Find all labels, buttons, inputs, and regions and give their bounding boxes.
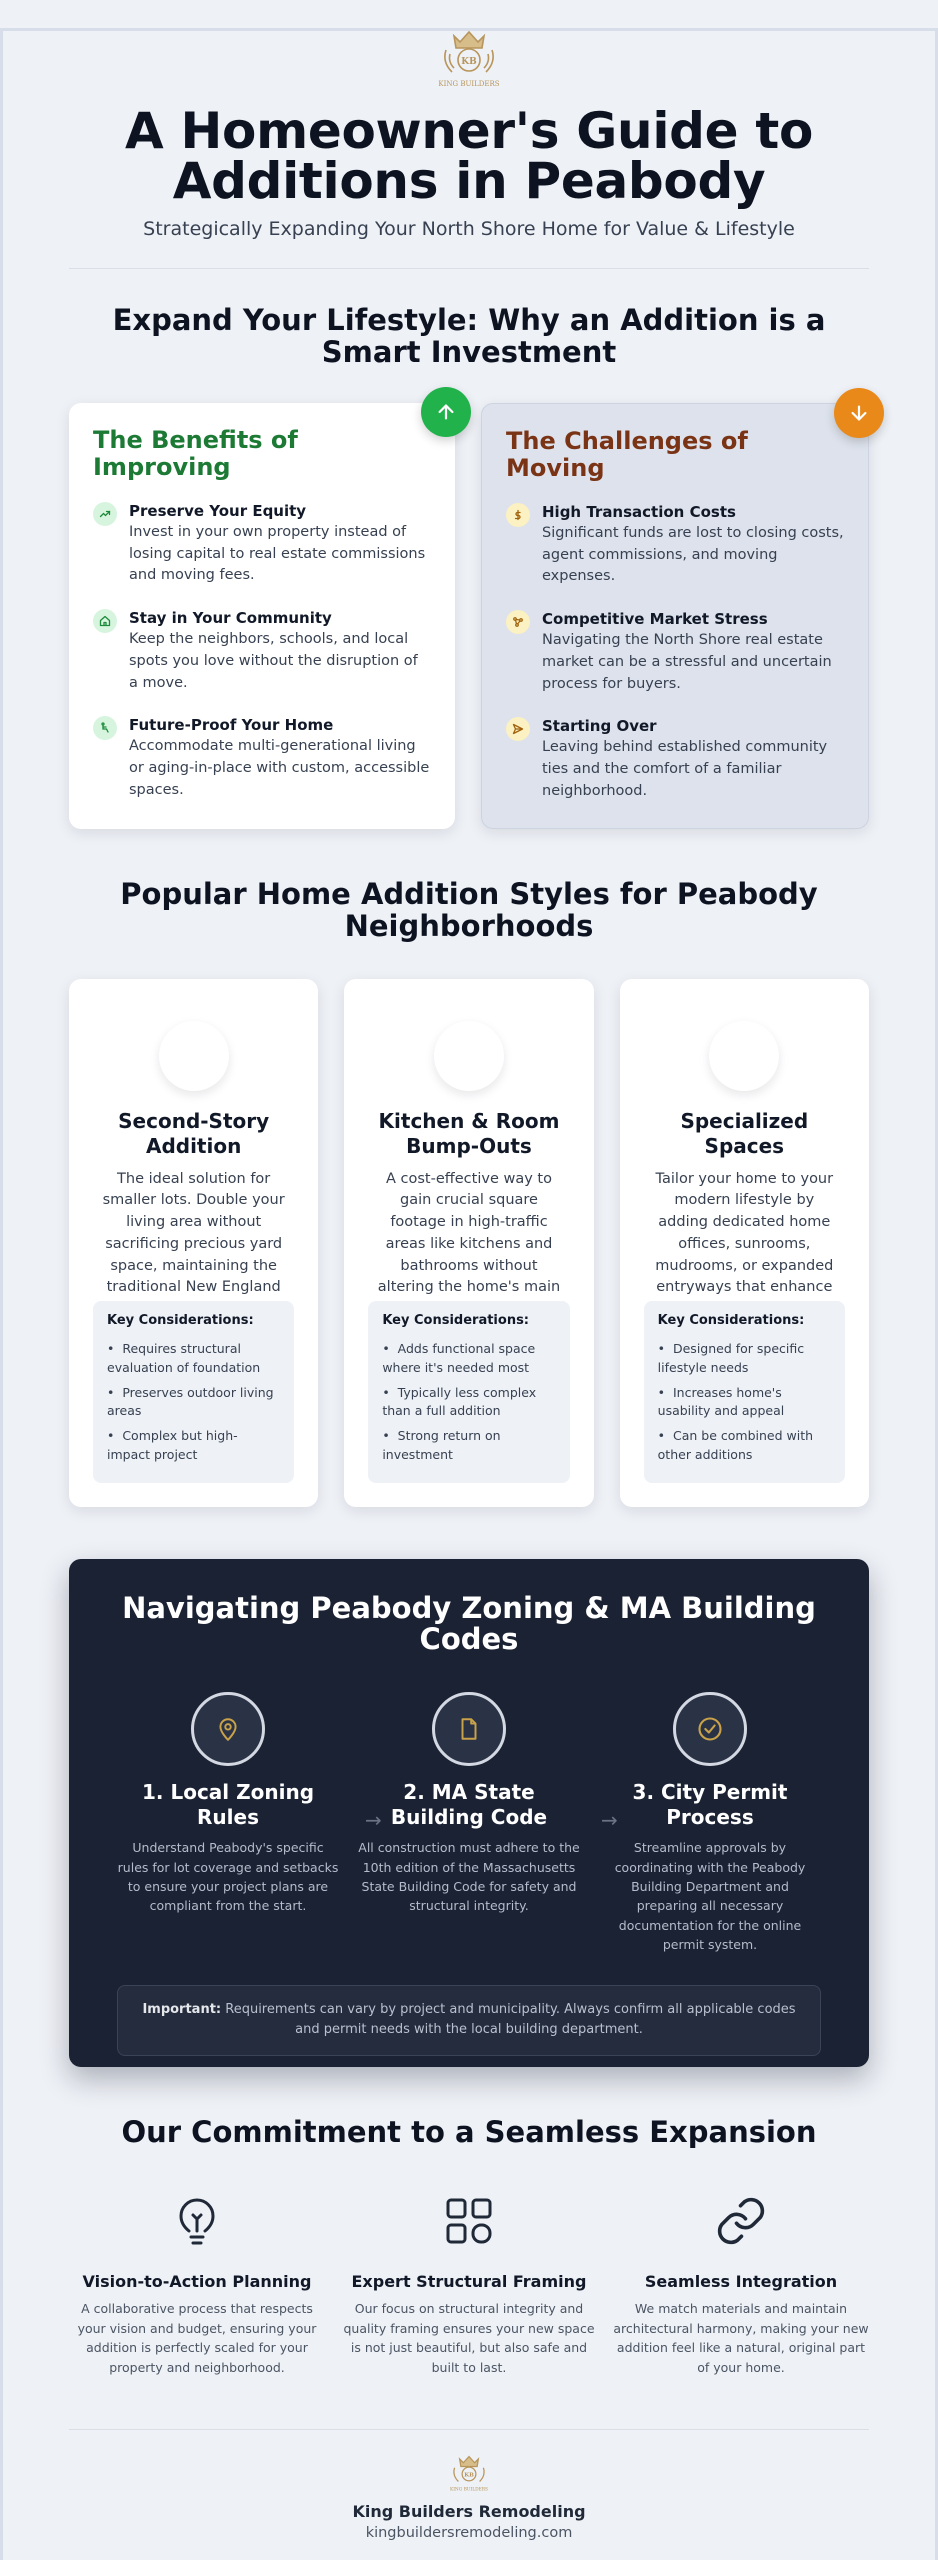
challenge-item: [506, 610, 844, 695]
consideration-item: • Requires structural evaluation of foundation: [107, 1341, 261, 1375]
company-name: King Builders Remodeling: [352, 2501, 586, 2521]
consideration-item: • Strong return on investment: [382, 1428, 501, 1462]
benefits-card: [69, 403, 455, 829]
key-considerations-box: [93, 1301, 294, 1483]
benefit-text: Accommodate multi-generational living or aging-in-place with custom, accessible spaces.: [129, 738, 430, 798]
footer-logo: [445, 2454, 493, 2494]
key-considerations-box: [644, 1301, 845, 1483]
challenge-title: Competitive Market Stress: [542, 610, 768, 629]
map-pin-icon: [191, 1692, 265, 1766]
benefit-item: [93, 502, 431, 587]
challenge-item: [506, 503, 844, 588]
challenge-title: High Transaction Costs: [542, 502, 736, 521]
process-step: [358, 1692, 580, 1954]
commitment-text: Our focus on structural integrity and quality framing ensures your new space is not just beautiful, but also safe and built to last.: [343, 2301, 595, 2375]
consideration-item: • Designed for specific lifestyle needs: [657, 1341, 805, 1375]
consideration-item: • Increases home's usability and appeal: [657, 1384, 785, 1419]
commitment-title: Seamless Integration: [644, 2272, 838, 2292]
note-label: Important:: [142, 2001, 222, 2017]
king-builders-logo: [432, 28, 506, 92]
styles-section-title: Popular Home Addition Styles for Peabody Neighborhoods: [120, 876, 818, 943]
benefit-text: Keep the neighbors, schools, and local spots you love without the disruption of a move.: [129, 631, 418, 691]
style-description: A cost-effective way to gain crucial square footage in high-traffic areas like kitchens and bathrooms without altering the home's main: [377, 1170, 561, 1296]
challenge-text: Navigating the North Shore real estate market can be a stressful and uncertain process for buyers.: [542, 632, 832, 692]
svg-text:KING BUILDERS: KING BUILDERS: [449, 2487, 489, 2493]
step-title: 2. MA State Building Code: [390, 1780, 548, 1830]
lightbulb-icon: [69, 2190, 325, 2252]
key-considerations-title: Key Considerations:: [382, 1313, 530, 1329]
note-text: Requirements can vary by project and municipality. Always confirm all applicable codes and permit needs with the local building department.: [221, 2001, 796, 2038]
challenge-item: [506, 717, 844, 802]
benefit-title: Preserve Your Equity: [129, 501, 307, 520]
process-steps: [117, 1692, 821, 1954]
page-content: [69, 28, 869, 2541]
consideration-item: • Preserves outdoor living areas: [107, 1384, 274, 1419]
arrow-right-icon: →: [601, 1808, 618, 1833]
svg-text:KB: KB: [461, 57, 477, 67]
benefits-heading: The Benefits of Improving: [93, 425, 298, 482]
challenge-text: Significant funds are lost to closing costs, agent commissions, and moving expenses.: [542, 524, 844, 585]
page-subtitle: Strategically Expanding Your North Shore Home for Value & Lifestyle: [143, 218, 795, 240]
style-name: Second-Story Addition: [118, 1108, 270, 1158]
svg-text:KB: KB: [464, 2472, 474, 2479]
link-icon: [613, 2190, 869, 2252]
challenge-text: Leaving behind established community ties and the comfort of a familiar neighborhood.: [542, 739, 828, 799]
style-card: [620, 979, 869, 1507]
arrow-down-icon: [834, 388, 884, 438]
document-icon: [432, 1692, 506, 1766]
benefit-text: Invest in your own property instead of losing capital to real estate commissions and moving fees.: [129, 523, 426, 584]
commitment-item: [341, 2190, 597, 2377]
grid-icon: [341, 2190, 597, 2252]
title-line-2: Additions in Peabody: [172, 152, 766, 210]
network-icon: [506, 610, 530, 634]
why-section-title: Expand Your Lifestyle: Why an Addition is a Smart Investment: [112, 303, 826, 369]
home-icon: [93, 609, 117, 633]
svg-text:KING BUILDERS: KING BUILDERS: [438, 80, 500, 88]
key-considerations-title: Key Considerations:: [107, 1313, 254, 1329]
comparison-cards: [69, 403, 869, 829]
style-card: [344, 979, 593, 1507]
send-icon: [506, 717, 530, 741]
check-circle-icon: [673, 1692, 747, 1766]
challenge-title: Starting Over: [542, 717, 657, 736]
commitment-list: [69, 2190, 869, 2377]
style-description: Tailor your home to your modern lifestyle by adding dedicated home offices, sunrooms, mudrooms, or expanded entryways that enhance: [655, 1170, 834, 1296]
zoning-section-title: Navigating Peabody Zoning & MA Building Codes: [122, 1590, 816, 1657]
style-name: Specialized Spaces: [680, 1108, 809, 1158]
commitment-item: [613, 2190, 869, 2377]
footer-divider: [69, 2429, 869, 2430]
step-text: Streamline approvals by coordinating with the Peabody Building Department and preparing all necessary documentation for the online permit system.: [614, 1840, 806, 1953]
challenges-card: [481, 403, 869, 829]
title-line-1: A Homeowner's Guide to: [124, 102, 814, 160]
zoning-section: [69, 1559, 869, 2067]
benefit-item: [93, 716, 431, 801]
step-text: Understand Peabody's specific rules for lot coverage and setbacks to ensure your project plans are compliant from the start.: [117, 1840, 339, 1914]
divider: [69, 268, 869, 269]
process-step: [599, 1692, 821, 1954]
arrow-up-icon: [421, 387, 471, 437]
style-name: Kitchen & Room Bump-Outs: [378, 1108, 560, 1158]
consideration-item: • Can be combined with other additions: [657, 1428, 814, 1462]
consideration-item: • Complex but high-impact project: [107, 1428, 238, 1462]
commitment-text: We match materials and maintain architectural harmony, making your new addition feel like a natural, original part of your home.: [613, 2301, 869, 2375]
page-title: [69, 102, 869, 210]
key-considerations-title: Key Considerations:: [657, 1313, 805, 1329]
style-image-placeholder: [434, 1021, 504, 1091]
benefit-title: Future-Proof Your Home: [129, 716, 334, 735]
style-description: The ideal solution for smaller lots. Double your living area without sacrificing precious yard space, maintaining the traditional New England: [102, 1170, 285, 1296]
important-note: [117, 1985, 821, 2057]
challenges-heading: The Challenges of Moving: [506, 426, 748, 483]
commitment-item: [69, 2190, 325, 2377]
arrow-right-icon: →: [365, 1808, 382, 1833]
accessibility-icon: [93, 716, 117, 740]
commitment-section-title: Our Commitment to a Seamless Expansion: [121, 2114, 817, 2149]
consideration-item: • Typically less complex than a full addition: [382, 1384, 537, 1419]
step-title: 1. Local Zoning Rules: [141, 1780, 315, 1830]
company-website-link[interactable]: kingbuildersremodeling.com: [365, 2524, 573, 2541]
style-image-placeholder: [709, 1021, 779, 1091]
step-text: All construction must adhere to the 10th edition of the Massachusetts State Building Code for safety and structural integrity.: [358, 1840, 580, 1914]
consideration-item: • Adds functional space where it's needed most: [382, 1341, 536, 1375]
key-considerations-box: [368, 1301, 569, 1483]
style-card: [69, 979, 318, 1507]
dollar-icon: [506, 503, 530, 527]
commitment-title: Vision-to-Action Planning: [82, 2272, 312, 2292]
commitment-title: Expert Structural Framing: [351, 2272, 587, 2292]
process-step: [117, 1692, 339, 1954]
trend-up-icon: [93, 502, 117, 526]
addition-style-cards: [69, 979, 869, 1507]
benefit-item: [93, 609, 431, 694]
commitment-text: A collaborative process that respects your vision and budget, ensuring your addition is perfectly scaled for your property and neighborhood.: [77, 2301, 317, 2375]
benefit-title: Stay in Your Community: [129, 609, 332, 628]
step-title: 3. City Permit Process: [632, 1780, 788, 1830]
style-image-placeholder: [159, 1021, 229, 1091]
